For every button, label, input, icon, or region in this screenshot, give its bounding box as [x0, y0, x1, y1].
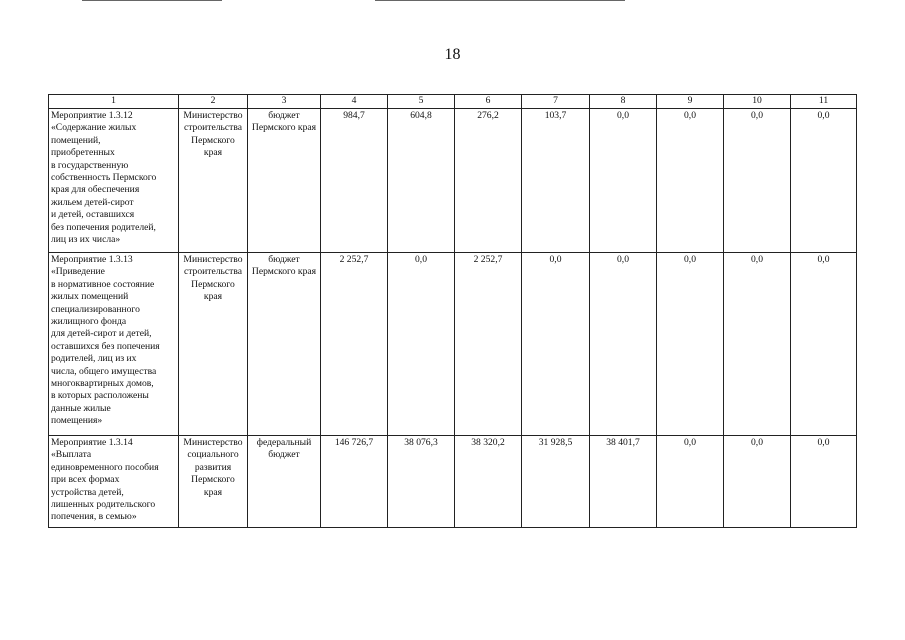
- column-header: 10: [724, 95, 791, 109]
- source-cell: бюджет Пермского края: [248, 109, 321, 253]
- value-cell: 2 252,7: [455, 253, 522, 436]
- table-row: [49, 253, 857, 436]
- column-header: 2: [179, 95, 248, 109]
- executor-cell: Министерство строительства Пермского края: [179, 109, 248, 253]
- source-cell: федеральный бюджет: [248, 436, 321, 528]
- value-cell: 0,0: [724, 109, 791, 253]
- value-cell: 0,0: [791, 436, 857, 528]
- value-cell: 0,0: [590, 109, 657, 253]
- column-header: 9: [657, 95, 724, 109]
- column-header: 3: [248, 95, 321, 109]
- value-cell: 0,0: [724, 253, 791, 436]
- column-header: 1: [49, 95, 179, 109]
- executor-cell: Министерство строительства Пермского края: [179, 253, 248, 436]
- value-cell: 0,0: [657, 436, 724, 528]
- value-cell: 0,0: [590, 253, 657, 436]
- column-header: 8: [590, 95, 657, 109]
- value-cell: 146 726,7: [321, 436, 388, 528]
- column-header: 4: [321, 95, 388, 109]
- value-cell: 0,0: [388, 253, 455, 436]
- activity-cell: Мероприятие 1.3.12 «Содержание жилых помещений, приобретенных в государственную собственность Пермского края для обеспечения жильем детей-сирот и детей, оставшихся без попечения родителей, лиц из их числа»: [49, 109, 179, 253]
- value-cell: 103,7: [522, 109, 590, 253]
- activity-cell: Мероприятие 1.3.14 «Выплата единовременного пособия при всех формах устройства детей, лишенных родительского попечения, в семью»: [49, 436, 179, 528]
- column-header: 11: [791, 95, 857, 109]
- value-cell: 38 320,2: [455, 436, 522, 528]
- executor-cell: Министерство социального развития Пермского края: [179, 436, 248, 528]
- value-cell: 38 401,7: [590, 436, 657, 528]
- value-cell: 984,7: [321, 109, 388, 253]
- value-cell: 276,2: [455, 109, 522, 253]
- table-row: [49, 109, 857, 253]
- budget-table: [48, 94, 857, 528]
- value-cell: 2 252,7: [321, 253, 388, 436]
- activity-cell: Мероприятие 1.3.13 «Приведение в нормативное состояние жилых помещений специализированного жилищного фонда для детей-сирот и детей, оставшихся без попечения родителей, лиц из их числа, общего имущества многоквартирных домов, в которых расположены данные жилые помещения»: [49, 253, 179, 436]
- value-cell: 0,0: [724, 436, 791, 528]
- value-cell: 0,0: [791, 109, 857, 253]
- column-header: 6: [455, 95, 522, 109]
- header-row: [49, 95, 857, 109]
- scan-edge-line-left: [82, 0, 222, 1]
- value-cell: 0,0: [522, 253, 590, 436]
- column-header: 7: [522, 95, 590, 109]
- value-cell: 31 928,5: [522, 436, 590, 528]
- scan-edge-line-right: [375, 0, 625, 1]
- value-cell: 0,0: [657, 253, 724, 436]
- value-cell: 38 076,3: [388, 436, 455, 528]
- column-header: 5: [388, 95, 455, 109]
- source-cell: бюджет Пермского края: [248, 253, 321, 436]
- page-number: 18: [444, 46, 461, 63]
- value-cell: 0,0: [791, 253, 857, 436]
- value-cell: 0,0: [657, 109, 724, 253]
- table-row: [49, 436, 857, 528]
- value-cell: 604,8: [388, 109, 455, 253]
